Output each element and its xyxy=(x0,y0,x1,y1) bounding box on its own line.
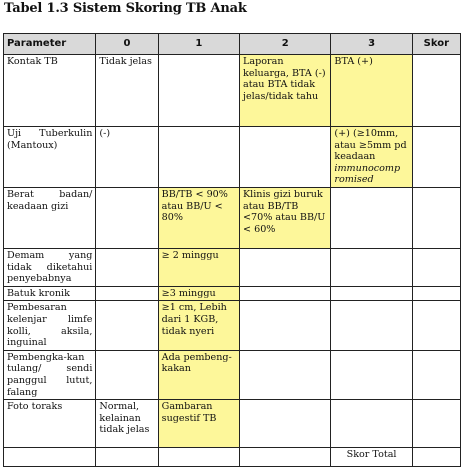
score-3-cell xyxy=(331,400,412,448)
score-3-cell xyxy=(331,188,412,249)
table-row xyxy=(4,350,461,399)
total-empty-cell xyxy=(96,448,158,467)
score-0-cell: (-) xyxy=(96,127,158,188)
total-empty-cell xyxy=(4,448,96,467)
score-0-cell xyxy=(96,350,158,399)
score-3-cell xyxy=(331,301,412,350)
header-score-3: 3 xyxy=(331,34,412,55)
score-2-cell xyxy=(240,350,331,399)
param-cell: Batuk kronik xyxy=(4,286,96,301)
score-2-cell: Klinis gizi buruk atau BB/TB <70% atau BB/U < 60% xyxy=(240,188,331,249)
score-3-cell: BTA (+) xyxy=(331,55,412,127)
score-1-cell xyxy=(158,127,239,188)
skor-cell xyxy=(412,127,460,188)
score-0-cell xyxy=(96,249,158,287)
skor-cell xyxy=(412,188,460,249)
skor-cell xyxy=(412,286,460,301)
score-3-cell xyxy=(331,249,412,287)
score-2-cell xyxy=(240,400,331,448)
score-1-cell xyxy=(158,55,239,127)
skor-cell xyxy=(412,249,460,287)
table-row xyxy=(4,286,461,301)
total-value-cell xyxy=(412,448,460,467)
score-2-cell xyxy=(240,127,331,188)
score-2-cell: Laporan keluarga, BTA (-) atau BTA tidak jelas/tidak tahu xyxy=(240,55,331,127)
table-row xyxy=(4,301,461,350)
score-3-cell xyxy=(331,350,412,399)
table-title: Tabel 1.3 Sistem Skoring TB Anak xyxy=(4,1,247,16)
total-row xyxy=(4,448,461,467)
param-cell: Foto toraks xyxy=(4,400,96,448)
table-row xyxy=(4,400,461,448)
param-cell: Demam yang tidak diketahui penyebabnya xyxy=(4,249,96,287)
header-score-2: 2 xyxy=(240,34,331,55)
score-1-cell: BB/TB < 90% atau BB/U < 80% xyxy=(158,188,239,249)
param-cell: Uji Tuberkulin (Mantoux) xyxy=(4,127,96,188)
scoring-table xyxy=(3,33,461,467)
skor-cell xyxy=(412,400,460,448)
total-empty-cell xyxy=(158,448,239,467)
param-cell: Berat badan/ keadaan gizi xyxy=(4,188,96,249)
score-1-cell: Gambaran sugestif TB xyxy=(158,400,239,448)
score-0-cell: Normal, kelainan tidak jelas xyxy=(96,400,158,448)
param-cell: Kontak TB xyxy=(4,55,96,127)
score-2-cell xyxy=(240,301,331,350)
header-score-1: 1 xyxy=(158,34,239,55)
score-3-text: (+) (≥10mm, atau ≥5mm pd keadaan xyxy=(334,128,407,163)
score-2-cell xyxy=(240,249,331,287)
score-0-cell xyxy=(96,188,158,249)
score-1-cell: Ada pembeng-kakan xyxy=(158,350,239,399)
score-3-cell xyxy=(331,286,412,301)
score-3-italic-text: immunocomp romised xyxy=(334,162,401,186)
skor-cell xyxy=(412,301,460,350)
header-parameter: Parameter xyxy=(4,34,96,55)
total-label: Skor Total xyxy=(331,448,412,467)
score-1-cell: ≥ 2 minggu xyxy=(158,249,239,287)
score-3-cell xyxy=(331,127,412,188)
score-2-cell xyxy=(240,286,331,301)
table-row xyxy=(4,127,461,188)
skor-cell xyxy=(412,55,460,127)
score-0-cell xyxy=(96,301,158,350)
score-0-cell xyxy=(96,286,158,301)
table-row xyxy=(4,55,461,127)
param-cell: Pembengka-kan tulang/ sendi panggul lutut, falang xyxy=(4,350,96,399)
header-score-0: 0 xyxy=(96,34,158,55)
score-1-cell: ≥3 minggu xyxy=(158,286,239,301)
skor-cell xyxy=(412,350,460,399)
total-empty-cell xyxy=(240,448,331,467)
score-1-cell: ≥1 cm, Lebih dari 1 KGB, tidak nyeri xyxy=(158,301,239,350)
header-skor: Skor xyxy=(412,34,460,55)
table-row xyxy=(4,249,461,287)
table-row xyxy=(4,188,461,249)
header-row xyxy=(4,34,461,55)
score-0-cell: Tidak jelas xyxy=(96,55,158,127)
param-cell: Pembesaran kelenjar limfe kolli, aksila, inguinal xyxy=(4,301,96,350)
